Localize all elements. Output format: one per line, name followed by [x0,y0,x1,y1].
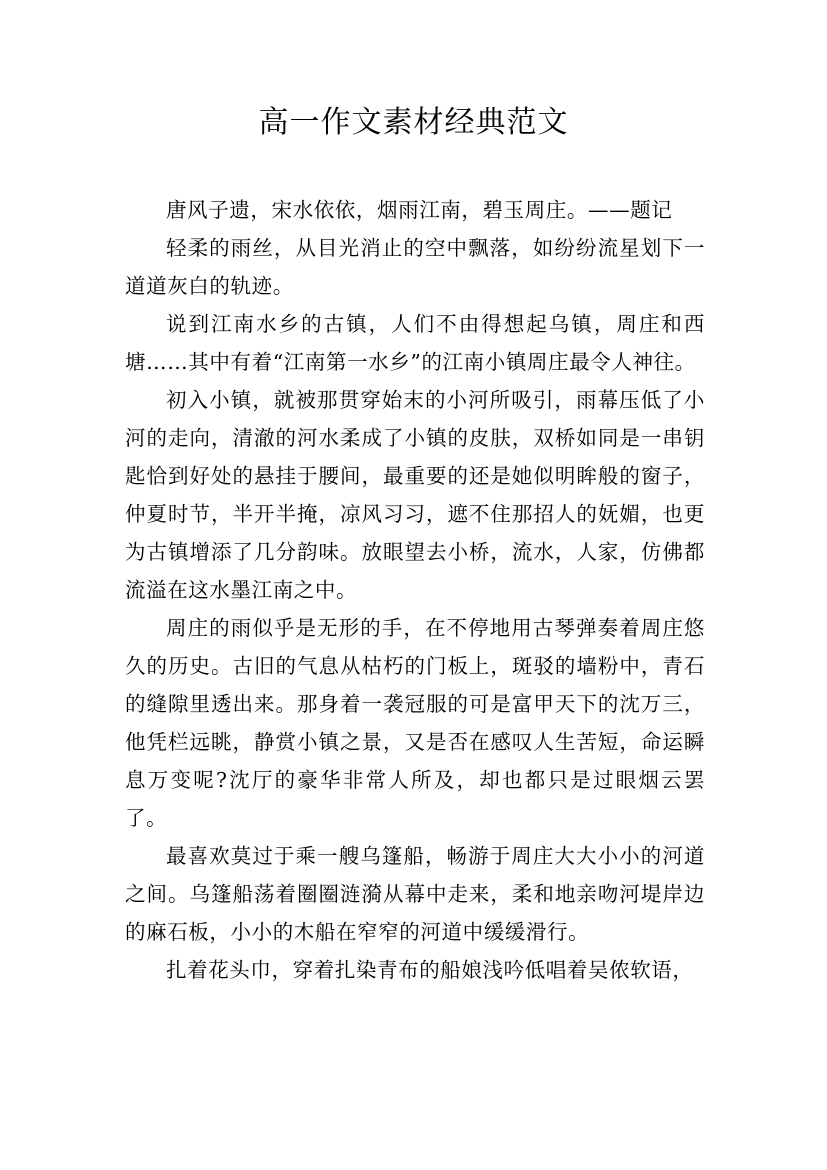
paragraph: 轻柔的雨丝，从目光消止的空中飘落，如纷纷流星划下一道道灰白的轨迹。 [125,236,705,298]
paragraph-epigraph: 唐风子遗，宋水依依，烟雨江南，碧玉周庄。——题记 [166,198,673,222]
document-title: 高一作文素材经典范文 [258,105,569,140]
paragraph: 说到江南水乡的古镇，人们不由得想起乌镇，周庄和西塘……其中有着“江南第一水乡”的江南小镇周庄最令人神往。 [125,312,705,374]
paragraph: 周庄的雨似乎是无形的手，在不停地用古琴弹奏着周庄悠久的历史。古旧的气息从枯朽的门板上，斑驳的墙粉中，青石的缝隙里透出来。那身着一袭冠服的可是富甲天下的沈万三，他凭栏远眺，静赏小镇之景，又是否在感叹人生苦短，命运瞬息万变呢?沈厅的豪华非常人所及，却也都只是过眼烟云罢了。 [125,616,705,830]
document-body [125,191,705,989]
paragraph: 初入小镇，就被那贯穿始末的小河所吸引，雨幕压低了小河的走向，清澈的河水柔成了小镇的皮肤，双桥如同是一串钥匙恰到好处的悬挂于腰间，最重要的还是她似明眸般的窗子，仲夏时节，半开半掩，凉风习习，遮不住那招人的妩媚，也更为古镇增添了几分韵味。放眼望去小桥，流水，人家，仿佛都流溢在这水墨江南之中。 [125,388,705,602]
paragraph: 最喜欢莫过于乘一艘乌篷船，畅游于周庄大大小小的河道之间。乌篷船荡着圈圈涟漪从幕中走来，柔和地亲吻河堤岸边的麻石板，小小的木船在窄窄的河道中缓缓滑行。 [125,844,705,944]
paragraph: 扎着花头巾，穿着扎染青布的船娘浅吟低唱着吴侬软语， [166,958,694,982]
